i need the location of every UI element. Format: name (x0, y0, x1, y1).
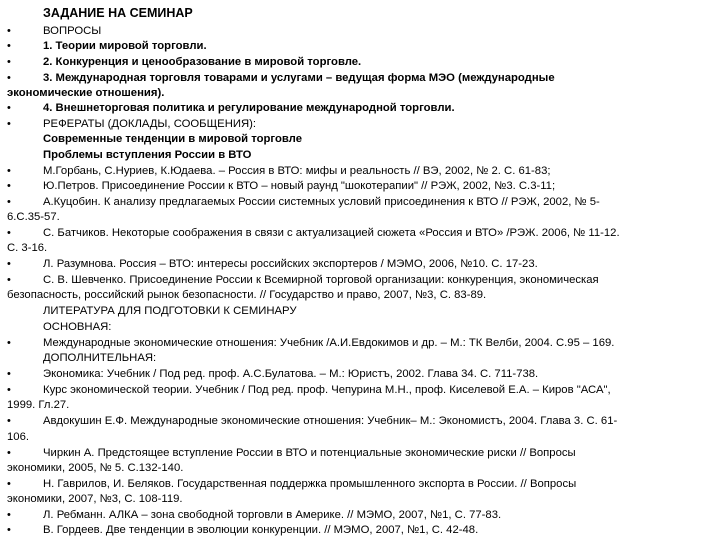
reference-item: Л. Разумнова. Россия – ВТО: интересы российских экспортеров / МЭМО, 2006, №10. С. 17-23. (43, 258, 538, 270)
question-item: 4. Внешнеторговая политика и регулирование международной торговли. (43, 102, 455, 114)
reference-item: С. Батчиков. Некоторые соображения в связи с актуализацией сюжета «Россия и ВТО» /РЭЖ. 2006, № 11-12. (43, 227, 620, 239)
literature-continuation: 1999. Гл.27. (7, 399, 70, 411)
literature-item: Международные экономические отношения: Учебник /А.И.Евдокимов и др. – М.: ТК Велби, 2004. С.95 – 169. (43, 337, 615, 349)
bullet: • (7, 25, 11, 37)
bullet: • (7, 258, 11, 270)
section-heading-questions: ВОПРОСЫ (43, 25, 102, 37)
bullet: • (7, 118, 11, 130)
literature-item: Чиркин А. Предстоящее вступление России в ВТО и потенциальные экономические риски // Вопросы (43, 447, 576, 459)
question-item: 3. Международная торговля товарами и услугами – ведущая форма МЭО (международные (43, 72, 555, 84)
literature-item: Н. Гаврилов, И. Беляков. Государственная поддержка промышленного экспорта в России. // Вопросы (43, 478, 577, 490)
bullet: • (7, 56, 11, 68)
subheading-main: ОСНОВНАЯ: (43, 321, 112, 333)
bullet: • (7, 384, 11, 396)
question-item: 2. Конкуренция и ценообразование в мировой торговле. (43, 56, 362, 68)
literature-continuation: 106. (7, 431, 29, 443)
question-item-continuation: экономические отношения). (7, 87, 165, 99)
document-title: ЗАДАНИЕ НА СЕМИНАР (43, 6, 193, 20)
bullet: • (7, 337, 11, 349)
reference-continuation: безопасность, российский рынок безопасности. // Государство и право, 2007, №3, С. 83-89. (7, 289, 487, 301)
section-heading-literature: ЛИТЕРАТУРА ДЛЯ ПОДГОТОВКИ К СЕМИНАРУ (43, 305, 297, 317)
literature-item: В. Гордеев. Две тенденции в эволюции конкуренции. // МЭМО, 2007, №1, С. 42-48. (43, 524, 479, 536)
question-item: 1. Теории мировой торговли. (43, 40, 207, 52)
bullet: • (7, 524, 11, 536)
bullet: • (7, 72, 11, 84)
bullet: • (7, 196, 11, 208)
bullet: • (7, 509, 11, 521)
bullet: • (7, 415, 11, 427)
report-topic: Современные тенденции в мировой торговле (43, 133, 302, 145)
literature-continuation: экономики, 2005, № 5. С.132-140. (7, 462, 184, 474)
reference-continuation: 6.С.35-57. (7, 211, 60, 223)
bullet: • (7, 227, 11, 239)
literature-continuation: экономики, 2007, №3, С. 108-119. (7, 493, 183, 505)
bullet: • (7, 165, 11, 177)
bullet: • (7, 102, 11, 114)
reference-item: С. В. Шевченко. Присоединение России к Всемирной торговой организации: конкуренция, экономическая (43, 274, 599, 286)
reference-continuation: С. 3-16. (7, 242, 48, 254)
reference-item: Ю.Петров. Присоединение России к ВТО – новый раунд "шокотерапии" // РЭЖ, 2002, №3. С.3-11; (43, 180, 556, 192)
bullet: • (7, 274, 11, 286)
bullet: • (7, 40, 11, 52)
literature-item: Авдокушин Е.Ф. Международные экономические отношения: Учебник– М.: Экономистъ, 2004. Глава 3. С. 61- (43, 415, 618, 427)
literature-item: Курс экономической теории. Учебник / Под ред. проф. Чепурина М.Н., проф. Киселевой Е.А. – Киров "АСА", (43, 384, 611, 396)
literature-item: Л. Ребманн. АЛКА – зона свободной торговли в Америке. // МЭМО, 2007, №1, С. 77-83. (43, 509, 502, 521)
bullet: • (7, 368, 11, 380)
bullet: • (7, 478, 11, 490)
section-heading-reports: РЕФЕРАТЫ (ДОКЛАДЫ, СООБЩЕНИЯ): (43, 118, 257, 130)
bullet: • (7, 180, 11, 192)
bullet: • (7, 447, 11, 459)
report-topic: Проблемы вступления России в ВТО (43, 149, 252, 161)
reference-item: А.Куцобин. К анализу предлагаемых России системных условий присоединения к ВТО // РЭЖ, 2002, № 5- (43, 196, 600, 208)
reference-item: М.Горбань, С.Нуриев, К.Юдаева. – Россия в ВТО: мифы и реальность // ВЭ, 2002, № 2. С. 61-83; (43, 165, 551, 177)
literature-item: Экономика: Учебник / Под ред. проф. А.С.Булатова. – М.: Юристъ, 2002. Глава 34. С. 711-738. (43, 368, 539, 380)
subheading-additional: ДОПОЛНИТЕЛЬНАЯ: (43, 352, 157, 364)
